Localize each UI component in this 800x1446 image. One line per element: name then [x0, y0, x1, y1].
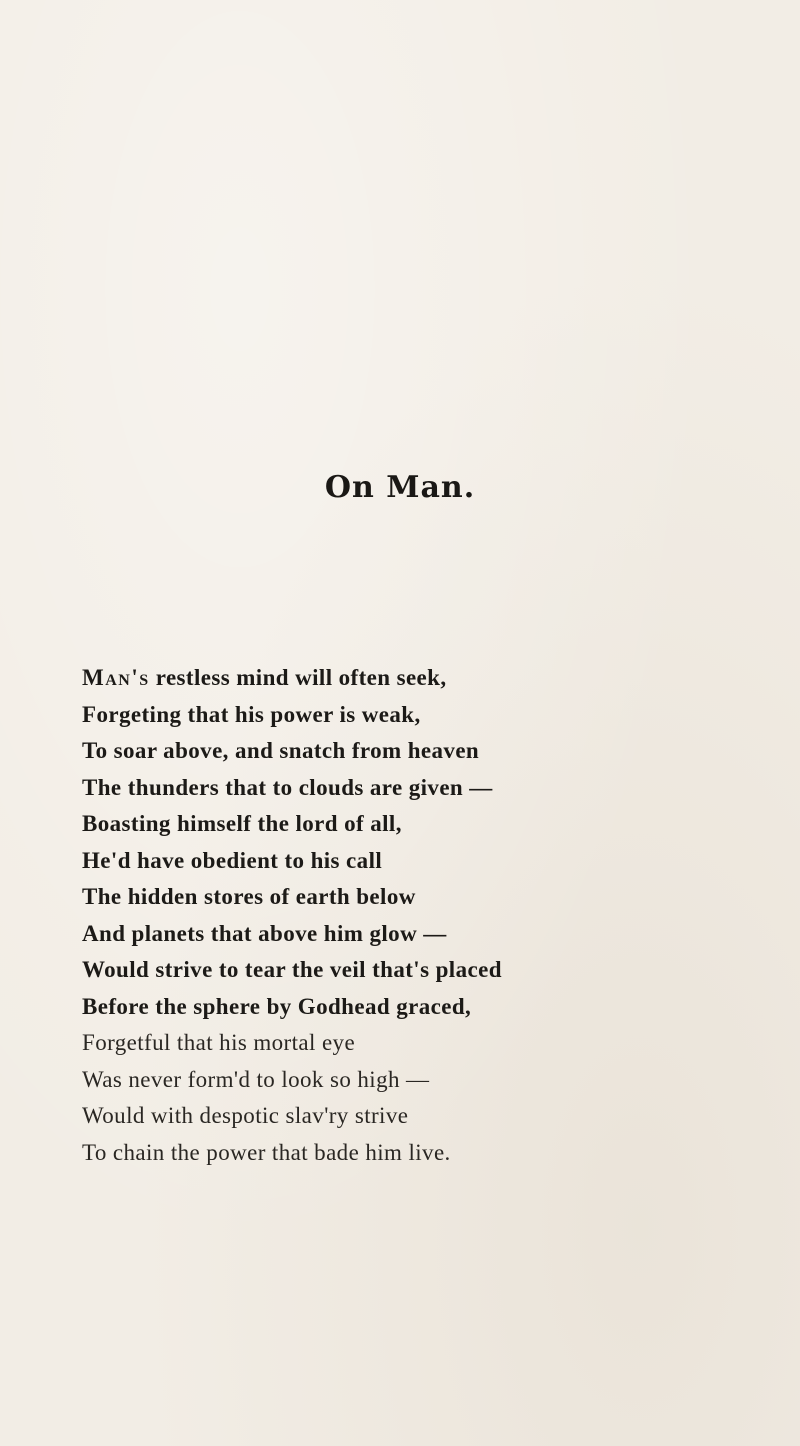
- poem-line-11: Forgetful that his mortal eye: [82, 1030, 356, 1055]
- poem-line-4: The thunders that to clouds are given —: [82, 774, 493, 800]
- poem-line-7: The hidden stores of earth below: [82, 884, 416, 909]
- poem-line-10: Before the sphere by Godhead graced,: [82, 993, 472, 1019]
- poem-line-8: And planets that above him glow —: [82, 920, 447, 946]
- poem-line-12: Was never form'd to look so high —: [82, 1066, 430, 1092]
- poem-first-word: Man's: [82, 665, 150, 690]
- poem-line-1: [82, 660, 782, 697]
- poem-line-2: Forgeting that his power is weak,: [82, 701, 421, 727]
- poem-title: On Man.: [324, 470, 476, 505]
- poem-body: [82, 660, 782, 1171]
- poem-line-3: To soar above, and snatch from heaven: [82, 738, 480, 763]
- poem-line-9: Would strive to tear the veil that's placed: [82, 957, 502, 982]
- poem-line-13: Would with despotic slav'ry strive: [82, 1103, 409, 1128]
- poem-first-line-rest: restless mind will often seek,: [149, 665, 447, 690]
- poem-line-5: Boasting himself the lord of all,: [82, 811, 402, 836]
- poem-line-14: To chain the power that bade him live.: [82, 1139, 451, 1165]
- poem-line-6: He'd have obedient to his call: [82, 847, 383, 873]
